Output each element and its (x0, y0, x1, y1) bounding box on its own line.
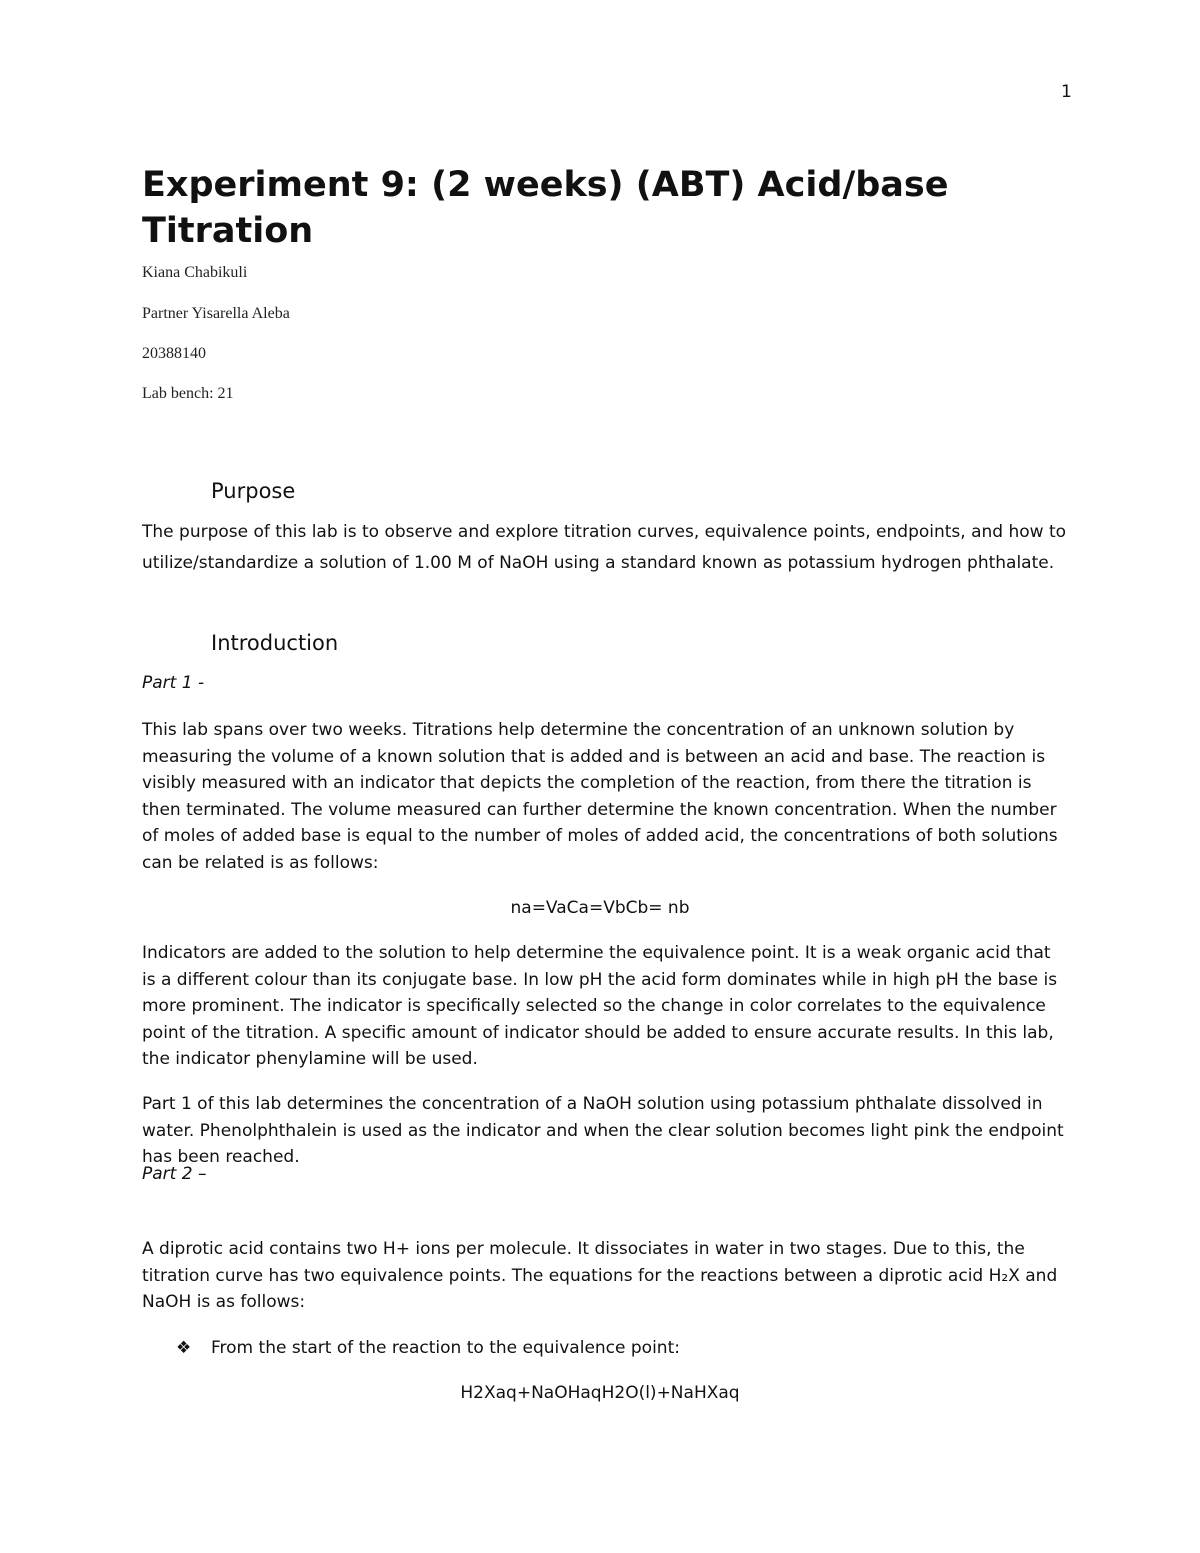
part1-paragraph-2: Indicators are added to the solution to help determine the equivalence point. It is a weak organic acid that is a different colour than its conjugate base. In low pH the acid form dominates while in high pH the base is more prominent. The indicator is specifically selected so the change in color correlates to the equivalence point of the titration. A specific amount of indicator should be added to ensure accurate results. In this lab, the indicator phenylamine will be used. (142, 943, 1058, 1069)
part2-paragraph-1: A diprotic acid contains two H+ ions per molecule. It dissociates in water in two stages. Due to this, the titration curve has two equivalence points. The equations for the reactions between a diprotic acid H₂X and NaOH is as follows: (142, 1239, 1058, 1312)
part1-paragraph-3: Part 1 of this lab determines the concentration of a NaOH solution using potassium phthalate dissolved in water. Phenolphthalein is used as the indicator and when the clear solution becomes light pink the endpoint has been reached. (142, 1094, 1064, 1167)
diamond-bullet-icon: ❖ (176, 1338, 192, 1358)
introduction-heading: Introduction (211, 631, 339, 655)
part2-label: Part 2 – (142, 1164, 207, 1184)
author-name: Kiana Chabikuli (142, 264, 248, 281)
part1-paragraph-1: This lab spans over two weeks. Titrations help determine the concentration of an unknown solution by measuring the volume of a known solution that is added and is between an acid and base. The reaction is visibly measured with an indicator that depicts the completion of the reaction, from there the titration is then terminated. The volume measured can further determine the known concentration. When the number of moles of added base is equal to the number of moles of added acid, the concentrations of both solutions can be related is as follows: (142, 720, 1058, 873)
equation-1: na=VaCa=VbCb= nb (510, 898, 690, 918)
part1-label: Part 1 - (142, 673, 205, 693)
document-title: Experiment 9: (2 weeks) (ABT) Acid/base Titration (142, 165, 949, 251)
lab-bench: Lab bench: 21 (142, 385, 234, 402)
purpose-paragraph: The purpose of this lab is to observe and explore titration curves, equivalence points, endpoints, and how to utilize/standardize a solution of 1.00 M of NaOH using a standard known as potassium hydrogen phthalate. (142, 522, 1067, 573)
page-number: 1 (1061, 82, 1072, 102)
purpose-heading: Purpose (211, 479, 296, 503)
bullet-item-text: From the start of the reaction to the equivalence point: (211, 1338, 680, 1358)
student-id: 20388140 (142, 345, 206, 362)
equation-2: H2Xaq+NaOHaqH2O(l)+NaHXaq (460, 1383, 740, 1403)
partner-name: Partner Yisarella Aleba (142, 305, 290, 322)
